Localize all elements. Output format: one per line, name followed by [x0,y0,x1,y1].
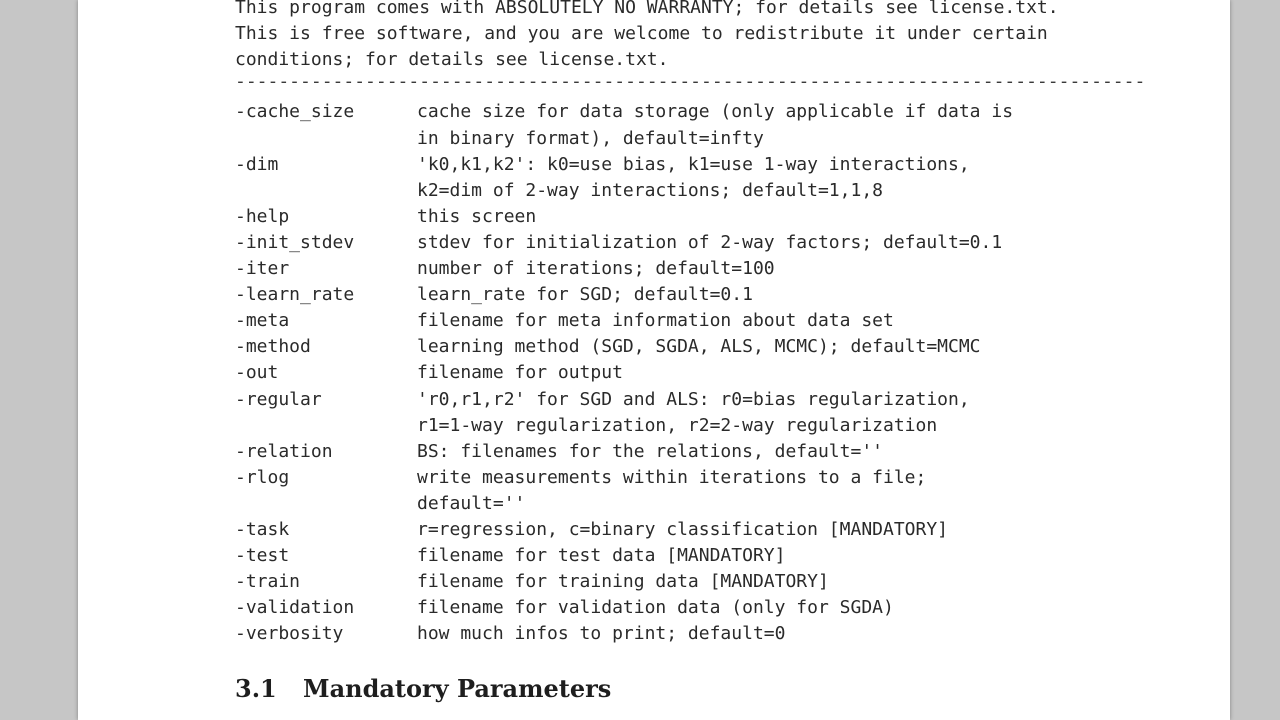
option-description: stdev for initialization of 2-way factors; default=0.1 [417,231,1003,253]
option-description: k2=dim of 2-way interactions; default=1,1,8 [417,179,883,201]
option-name: -task [235,519,290,540]
option-name: -train [235,571,301,593]
option-description: this screen [417,205,537,227]
option-description: in binary format), default=infty [417,127,764,149]
option-description: filename for training data [MANDATORY] [417,571,829,593]
option-description: 'r0,r1,r2' for SGD and ALS: r0=bias regularization, [417,388,970,410]
option-name: -verbosity [235,623,344,645]
section-title: Mandatory Parameters [303,674,612,703]
option-description: filename for validation data (only for SGDA) [417,597,894,619]
option-description: number of iterations; default=100 [417,258,775,279]
section-number: 3.1 [235,674,277,703]
option-name: -init_stdev [235,231,355,253]
option-name: -validation [235,597,355,619]
option-description: BS: filenames for the relations, default='' [417,440,883,462]
option-description: filename for output [417,362,623,384]
option-name: -help [235,205,290,227]
option-description: filename for meta information about data set [417,310,894,332]
option-description: default='' [417,492,526,514]
separator-rule: ------------------------------------------------------------------------------------ [235,71,1146,93]
option-name: -meta [235,310,290,332]
option-name: -iter [235,258,290,279]
preamble-line: This is free software, and you are welcome to redistribute it under certain [235,23,1048,45]
option-description: learn_rate for SGD; default=0.1 [417,284,753,306]
section-heading [235,674,611,703]
preamble-line: This program comes with ABSOLUTELY NO WARRANTY; for details see license.txt. [235,0,1059,18]
option-name: -out [235,362,279,384]
preamble-line: conditions; for details see license.txt. [235,49,669,71]
option-description: how much infos to print; default=0 [417,623,786,645]
option-name: -rlog [235,466,290,488]
option-name: -test [235,545,290,567]
option-name: -learn_rate [235,284,355,306]
option-name: -dim [235,153,279,175]
document-page [78,0,1230,720]
option-description: learning method (SGD, SGDA, ALS, MCMC); default=MCMC [417,336,981,358]
option-name: -method [235,336,311,358]
option-description: write measurements within iterations to a file; [417,466,927,488]
option-description: r1=1-way regularization, r2=2-way regularization [417,414,938,436]
option-description: cache size for data storage (only applicable if data is [417,101,1014,123]
option-name: -cache_size [235,101,355,123]
option-description: r=regression, c=binary classification [MANDATORY] [417,519,949,540]
option-name: -relation [235,440,333,462]
option-description: 'k0,k1,k2': k0=use bias, k1=use 1-way interactions, [417,153,970,175]
option-description: filename for test data [MANDATORY] [417,545,786,567]
option-name: -regular [235,388,322,410]
